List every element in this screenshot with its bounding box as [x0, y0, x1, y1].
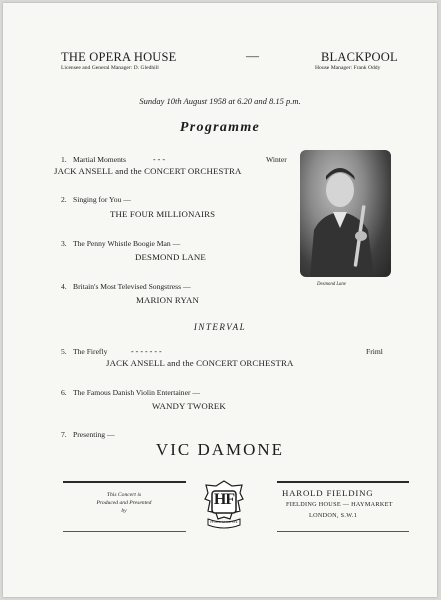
- item-number-5: 5.: [61, 347, 67, 356]
- footer-rule-left-top: [63, 481, 186, 483]
- item-composer-5: Friml: [366, 347, 383, 356]
- concert-credit-line-2: Produced and Presented: [96, 500, 152, 506]
- concert-credit-line-1: This Concert is: [106, 492, 142, 498]
- item-number-6: 6.: [61, 388, 67, 397]
- programme-page: [3, 3, 437, 597]
- footer-rule-right-top: [277, 481, 409, 483]
- item-number-3: 3.: [61, 239, 67, 248]
- photo-caption: Desmond Lane: [317, 282, 346, 287]
- item-title-1: Martial Moments: [73, 155, 126, 164]
- performer-photo: [300, 150, 391, 277]
- venue-name: THE OPERA HOUSE: [61, 50, 177, 64]
- item-title-4: Britain's Most Televised Songstress —: [73, 282, 191, 291]
- item-dashes-1: - - -: [153, 155, 165, 164]
- performance-date: Sunday 10th August 1958 at 6.20 and 8.15 p.m.: [139, 96, 301, 106]
- interval-heading: INTERVAL: [193, 322, 247, 332]
- footer-rule-right-bottom: [277, 531, 409, 532]
- licensee-line: Licensee and General Manager: D. Gledhill: [61, 65, 159, 71]
- item-dashes-5: - - - - - - -: [131, 347, 162, 356]
- logo-letters: HF: [213, 491, 235, 508]
- item-performer-1: JACK ANSELL and the CONCERT ORCHESTRA: [54, 166, 242, 176]
- item-performer-4: MARION RYAN: [136, 295, 199, 305]
- item-composer-1: Winter: [266, 155, 287, 164]
- item-title-2: Singing for You —: [73, 195, 131, 204]
- item-number-4: 4.: [61, 282, 67, 291]
- item-performer-5: JACK ANSELL and the CONCERT ORCHESTRA: [106, 358, 294, 368]
- item-title-5: The Firefly: [73, 347, 108, 356]
- item-performer-2: THE FOUR MILLIONAIRS: [110, 209, 216, 219]
- promoter-address-line-1: FIELDING HOUSE — HAYMARKET: [286, 501, 393, 508]
- logo-ribbon-text: PEOPLE OF RATHER: [210, 521, 238, 524]
- item-number-7: 7.: [61, 430, 67, 439]
- house-manager-line: House Manager: Frank Oddy: [315, 65, 381, 71]
- item-title-7: Presenting —: [73, 430, 115, 439]
- town-name: BLACKPOOL: [321, 50, 398, 64]
- promoter-name: HAROLD FIELDING: [282, 488, 374, 498]
- photo-portrait-icon: [300, 150, 391, 277]
- promoter-address-line-2: LONDON, S.W.1: [309, 512, 358, 519]
- item-performer-3: DESMOND LANE: [135, 252, 206, 262]
- item-number-2: 2.: [61, 195, 67, 204]
- footer-rule-left-bottom: [63, 531, 186, 532]
- item-title-6: The Famous Danish Violin Entertainer —: [73, 388, 200, 397]
- concert-credit-line-3: by: [121, 508, 127, 514]
- hf-crest-logo: [202, 479, 246, 533]
- header-separator: —: [246, 48, 259, 63]
- item-number-1: 1.: [61, 155, 67, 164]
- item-title-3: The Penny Whistle Boogie Man —: [73, 239, 181, 248]
- item-performer-6: WANDY TWOREK: [152, 401, 226, 411]
- programme-heading: Programme: [179, 120, 261, 135]
- headline-performer: VIC DAMONE: [155, 440, 285, 459]
